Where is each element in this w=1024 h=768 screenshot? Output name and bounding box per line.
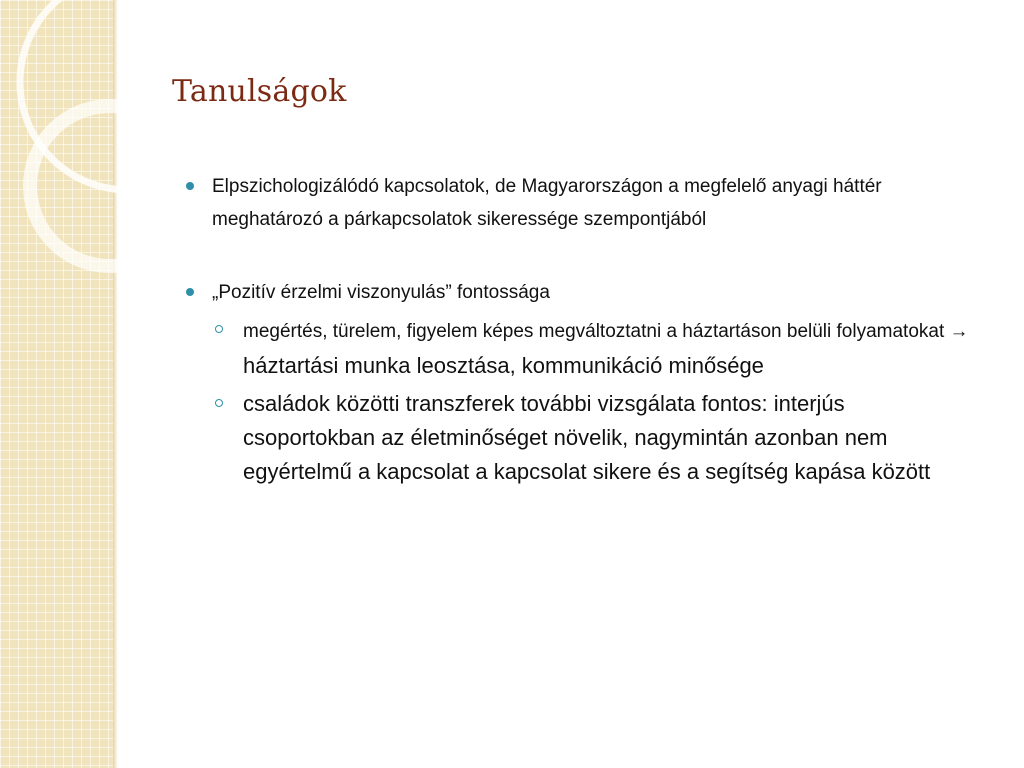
decorative-circles [0,0,130,300]
sub-bullet-ring-icon [215,399,223,407]
slide-content [186,170,976,489]
bullet-item [186,170,976,236]
bullet-text: „Pozitív érzelmi viszonyulás” fontossága [212,282,550,303]
sub-bullet-text-part-a: megértés, türelem, figyelem képes megváltoztatni a háztartáson belüli folyamatokat → [243,321,969,342]
slide-title: Tanulságok [172,74,347,109]
bullet-dot-icon [186,288,194,296]
bullet-item [186,276,976,309]
sub-bullet-text: családok közötti transzferek további vizsgálata fontos: interjús csoportokban az életminőséget növelik, nagymintán azonban nem egyértelmű a kapcsolat a kapcsolat sikere és a segítség kapása között [243,391,931,484]
bullet-dot-icon [186,182,194,190]
sub-bullet-ring-icon [215,325,223,333]
sub-bullet-item [215,313,976,383]
bullet-text: Elpszichologizálódó kapcsolatok, de Magyarországon a megfelelő anyagi háttér meghatározó a párkapcsolatok sikeressége szempontjából [212,176,882,230]
sub-bullet-text-part-b: háztartási munka leosztása, kommunikáció minősége [243,353,764,378]
sub-bullet-item [215,387,976,489]
